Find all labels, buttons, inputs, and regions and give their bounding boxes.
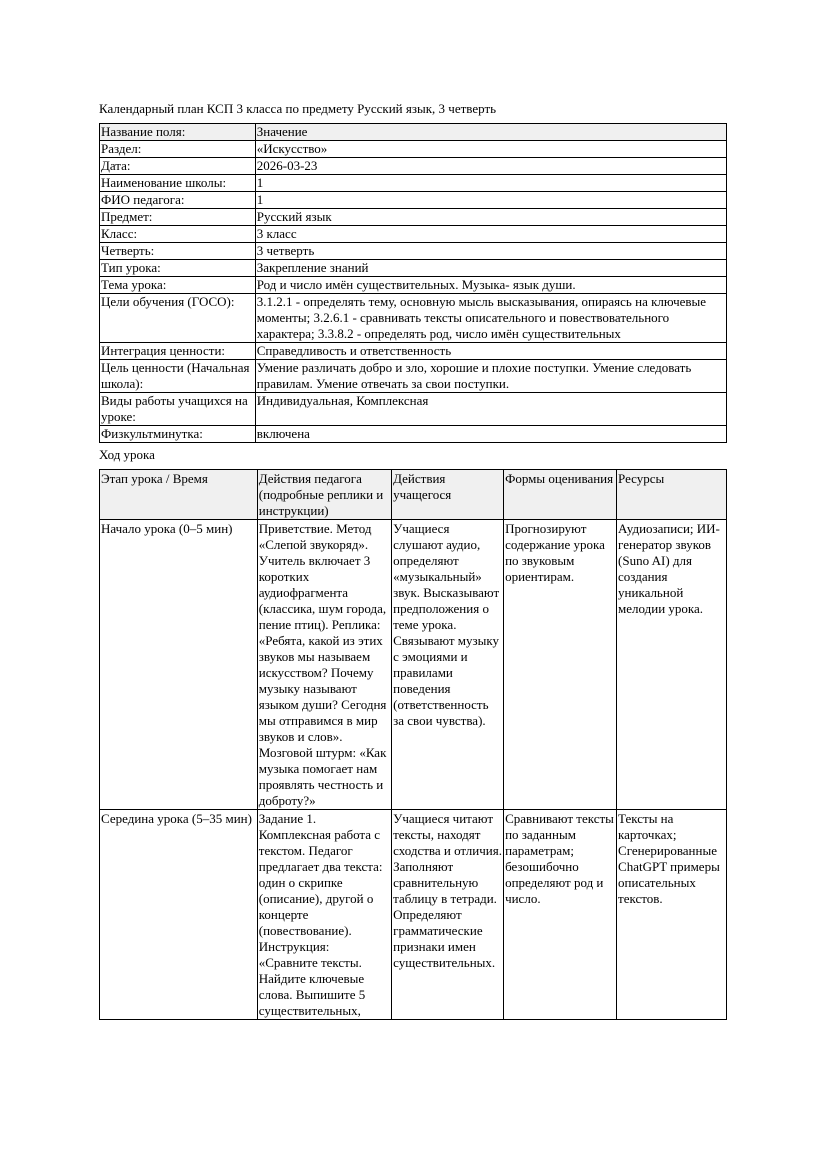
flow-header-teacher: Действия педагога (подробные реплики и инструкции) — [257, 470, 391, 520]
info-value: Русский язык — [255, 209, 726, 226]
flow-student: Учащиеся слушают аудио, определяют «музыкальный» звук. Высказывают предположения о теме урока. Связывают музыку с эмоциями и правилами поведения (ответственность за свои чувства). — [392, 520, 504, 810]
info-value: Справедливость и ответственность — [255, 343, 726, 360]
info-header-value: Значение — [255, 124, 726, 141]
info-value: 1 — [255, 175, 726, 192]
info-row — [100, 360, 727, 393]
info-row — [100, 393, 727, 426]
info-row — [100, 141, 727, 158]
info-row — [100, 209, 727, 226]
flow-row — [100, 810, 727, 1020]
info-value: 3 класс — [255, 226, 726, 243]
document-title: Календарный план КСП 3 класса по предмету Русский язык, 3 четверть — [99, 101, 497, 116]
info-header-field: Название поля: — [100, 124, 256, 141]
info-header-row — [100, 124, 727, 141]
info-value: 2026-03-23 — [255, 158, 726, 175]
flow-row — [100, 520, 727, 810]
info-value: Умение различать добро и зло, хорошие и плохие поступки. Умение следовать правилам. Умение отвечать за свои поступки. — [255, 360, 726, 393]
flow-assessment: Прогнозируют содержание урока по звуковым ориентирам. — [504, 520, 617, 810]
info-field: Класс: — [100, 226, 256, 243]
info-field: Четверть: — [100, 243, 256, 260]
info-field: Тип урока: — [100, 260, 256, 277]
flow-stage: Середина урока (5–35 мин) — [100, 810, 258, 1020]
info-field: Физкультминутка: — [100, 426, 256, 443]
lesson-flow-table — [99, 469, 727, 1020]
info-row — [100, 426, 727, 443]
info-value: «Искусство» — [255, 141, 726, 158]
lesson-info-table — [99, 123, 727, 443]
info-field: Интеграция ценности: — [100, 343, 256, 360]
section-title: Ход урока — [99, 447, 155, 462]
info-field: Тема урока: — [100, 277, 256, 294]
info-field: Виды работы учащихся на уроке: — [100, 393, 256, 426]
info-field: Предмет: — [100, 209, 256, 226]
info-row — [100, 243, 727, 260]
info-value: включена — [255, 426, 726, 443]
info-field: ФИО педагога: — [100, 192, 256, 209]
info-row — [100, 343, 727, 360]
flow-resources: Аудиозаписи; ИИ-генератор звуков (Suno AI) для создания уникальной мелодии урока. — [617, 520, 727, 810]
flow-header-student: Действия учащегося — [392, 470, 504, 520]
info-row — [100, 277, 727, 294]
info-value: Род и число имён существительных. Музыка- язык души. — [255, 277, 726, 294]
flow-header-resources: Ресурсы — [617, 470, 727, 520]
info-row — [100, 226, 727, 243]
info-value: 1 — [255, 192, 726, 209]
info-field: Цель ценности (Начальная школа): — [100, 360, 256, 393]
info-row — [100, 175, 727, 192]
flow-stage: Начало урока (0–5 мин) — [100, 520, 258, 810]
info-field: Наименование школы: — [100, 175, 256, 192]
flow-teacher: Приветствие. Метод «Слепой звукоряд». Учитель включает 3 коротких аудиофрагмента (классика, шум города, пение птиц). Реплика: «Ребята, какой из этих звуков мы называем искусством? Почему музыку называют языком души? Сегодня мы отправимся в мир звуков и слов». Мозговой штурм: «Как музыка помогает нам проявлять честность и доброту?» — [257, 520, 391, 810]
flow-resources: Тексты на карточках; Сгенерированные ChatGPT примеры описательных текстов. — [617, 810, 727, 1020]
info-field: Цели обучения (ГОСО): — [100, 294, 256, 343]
flow-header-assessment: Формы оценивания — [504, 470, 617, 520]
flow-header-stage: Этап урока / Время — [100, 470, 258, 520]
info-value: Индивидуальная, Комплексная — [255, 393, 726, 426]
info-field: Дата: — [100, 158, 256, 175]
flow-student: Учащиеся читают тексты, находят сходства и отличия. Заполняют сравнительную таблицу в тетради. Определяют грамматические признаки имен существительных. — [392, 810, 504, 1020]
flow-teacher: Задание 1. Комплексная работа с текстом. Педагог предлагает два текста: один о скрипке (описание), другой о концерте (повествование). Инструкция: «Сравните тексты. Найдите ключевые слова. Выпишите 5 существительных, — [257, 810, 391, 1020]
info-row — [100, 192, 727, 209]
info-field: Раздел: — [100, 141, 256, 158]
info-value: Закрепление знаний — [255, 260, 726, 277]
info-row — [100, 260, 727, 277]
flow-header-row — [100, 470, 727, 520]
info-row — [100, 158, 727, 175]
info-value: 3 четверть — [255, 243, 726, 260]
info-value: 3.1.2.1 - определять тему, основную мысль высказывания, опираясь на ключевые моменты; 3.2.6.1 - сравнивать тексты описательного и повествовательного характера; 3.3.8.2 - определять род, число имён существительных — [255, 294, 726, 343]
flow-assessment: Сравнивают тексты по заданным параметрам; безошибочно определяют род и число. — [504, 810, 617, 1020]
info-row — [100, 294, 727, 343]
